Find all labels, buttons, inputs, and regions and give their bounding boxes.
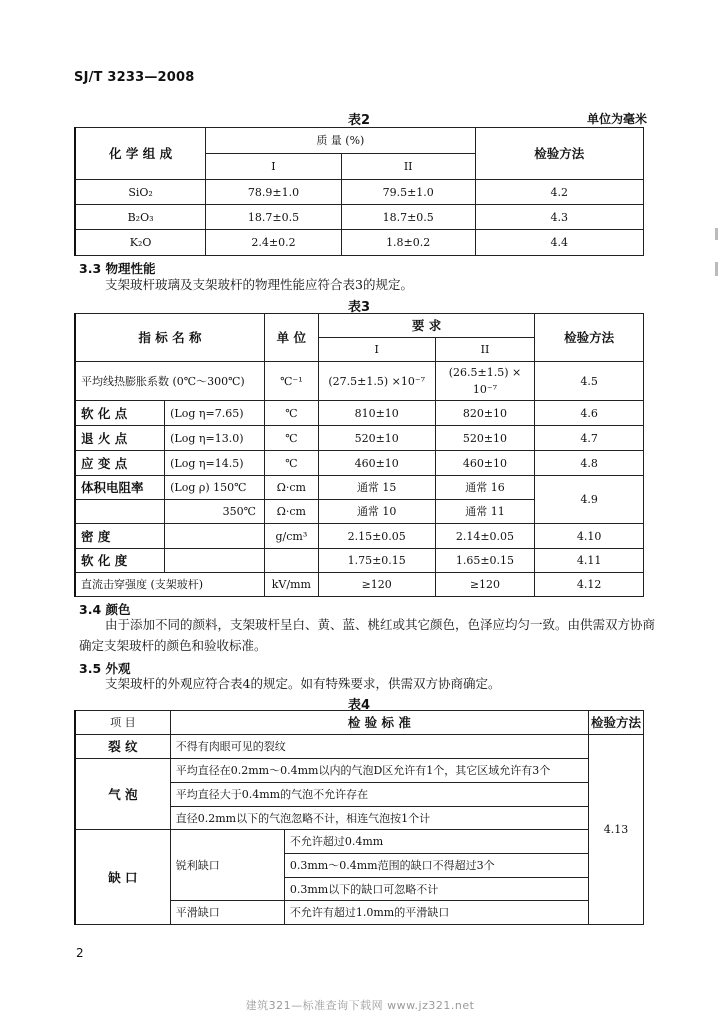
t3-r8-unit (264, 549, 318, 573)
t2-cell-II: 1.8±0.2 (341, 230, 475, 256)
t3-r4-name: 应 变 点 (75, 451, 165, 476)
t3-r4-unit: ℃ (264, 451, 318, 476)
scan-edge-mark (715, 228, 718, 240)
t3-r8-method: 4.11 (535, 549, 644, 573)
section-3-5-heading: 3.5 外观 (79, 661, 131, 676)
t3-r9-I: ≥120 (318, 573, 435, 597)
t3-r2-I: 810±10 (318, 401, 435, 426)
t4-sharp: 锐利缺口 (170, 830, 284, 901)
t3-r3-name: 退 火 点 (75, 426, 165, 451)
t4-sharp-1: 不允许超过0.4mm (284, 830, 588, 854)
t2-h-method: 检验方法 (475, 128, 643, 180)
t4-h-standard: 检 验 标 准 (170, 711, 588, 735)
t3-r3-cond: (Log η=13.0) (165, 426, 265, 451)
t2-cell-II: 79.5±1.0 (341, 180, 475, 205)
t3-r7-name: 密 度 (75, 524, 165, 549)
t3-r9-unit: kV/mm (264, 573, 318, 597)
t3-r3-unit: ℃ (264, 426, 318, 451)
table-row (75, 362, 644, 401)
section-3-4-text: 由于添加不同的颜料，支架玻杆呈白、黄、蓝、桃红或其它颜色，色泽应均匀一致。由供需双方协商确定支架玻杆的颜色和验收标准。 (79, 617, 656, 653)
t4-bubble: 气 泡 (75, 759, 170, 830)
t2-cell-method: 4.3 (475, 205, 643, 230)
t3-r2-cond: (Log η=7.65) (165, 401, 265, 426)
t4-smooth-1: 不允许有超过1.0mm的平滑缺口 (284, 901, 588, 925)
table2-unit-note: 单位为毫米 (587, 112, 648, 126)
table-row (75, 759, 644, 783)
t3-r1-I: (27.5±1.5) ×10⁻⁷ (318, 362, 435, 401)
t3-r6-blank (75, 500, 165, 524)
t3-r5-cond: (Log ρ) 150℃ (165, 476, 265, 500)
t3-r6-II: 通常 11 (435, 500, 535, 524)
table-row (75, 573, 644, 597)
section-3-4-heading: 3.4 颜色 (79, 602, 131, 617)
table-row (75, 205, 644, 230)
t4-sharp-3: 0.3mm以下的缺口可忽略不计 (284, 878, 588, 901)
t4-h-method: 检验方法 (588, 711, 643, 735)
t4-h-item: 项 目 (75, 711, 170, 735)
page-number: 2 (76, 946, 84, 960)
table-row (75, 476, 644, 500)
t3-r4-method: 4.8 (535, 451, 644, 476)
t2-h-mass: 质 量 (%) (206, 128, 475, 154)
table3-caption: 表3 (348, 300, 371, 315)
table-row (75, 401, 644, 426)
table4 (74, 710, 644, 925)
t3-r6-unit: Ω·cm (264, 500, 318, 524)
t2-cell-II: 18.7±0.5 (341, 205, 475, 230)
table-row (75, 230, 644, 256)
t3-r5-II: 通常 16 (435, 476, 535, 500)
t3-r2-II: 820±10 (435, 401, 535, 426)
t3-r8-I: 1.75±0.15 (318, 549, 435, 573)
t3-r5-method: 4.9 (535, 476, 644, 524)
t3-r3-II: 520±10 (435, 426, 535, 451)
t3-r1-II-line2: 10⁻⁷ (472, 383, 498, 396)
t3-r1-II (435, 362, 535, 401)
table-row (75, 451, 644, 476)
section-3-3-heading: 3.3 物理性能 (79, 261, 156, 276)
section-3-5-text: 支架玻杆的外观应符合表4的规定。如有特殊要求，供需双方协商确定。 (105, 676, 501, 691)
t2-cell-method: 4.2 (475, 180, 643, 205)
table-row (75, 524, 644, 549)
table2 (74, 127, 644, 256)
t3-h-method: 检验方法 (535, 314, 644, 362)
t4-sharp-2: 0.3mm～0.4mm范围的缺口不得超过3个 (284, 854, 588, 878)
t3-r6-cond: 350℃ (165, 500, 265, 524)
table-row (75, 180, 644, 205)
table3 (74, 313, 644, 597)
t3-r9-II: ≥120 (435, 573, 535, 597)
t4-notch: 缺 口 (75, 830, 170, 925)
t2-cell-name: SiO₂ (75, 180, 206, 205)
table4-caption: 表4 (348, 698, 371, 713)
table-row (75, 549, 644, 573)
t4-method: 4.13 (588, 735, 643, 925)
t2-cell-I: 18.7±0.5 (206, 205, 342, 230)
t2-cell-I: 78.9±1.0 (206, 180, 342, 205)
t2-cell-name: B₂O₃ (75, 205, 206, 230)
t3-h-index: 指 标 名 称 (75, 314, 264, 362)
t3-r8-name: 软 化 度 (75, 549, 165, 573)
table-row (75, 830, 644, 854)
scan-edge-mark (715, 262, 718, 276)
table2-caption: 表2 (348, 113, 371, 128)
t3-h-grade-I: I (318, 338, 435, 362)
t3-r1-name: 平均线热膨胀系数 (0℃～300℃) (75, 362, 264, 401)
footer-watermark: 建筑321—标准查询下载网 www.jz321.net (245, 999, 475, 1012)
t3-r3-I: 520±10 (318, 426, 435, 451)
t3-r2-name: 软 化 点 (75, 401, 165, 426)
table-row (75, 735, 644, 759)
t3-r6-I: 通常 10 (318, 500, 435, 524)
t3-r3-method: 4.7 (535, 426, 644, 451)
t3-r7-cond (165, 524, 265, 549)
t3-r4-cond: (Log η=14.5) (165, 451, 265, 476)
t2-h-grade-I: I (206, 154, 342, 180)
t2-h-grade-II: II (341, 154, 475, 180)
t3-r8-cond (165, 549, 265, 573)
t3-r7-unit: g/cm³ (264, 524, 318, 549)
t2-cell-method: 4.4 (475, 230, 643, 256)
t3-r7-II: 2.14±0.05 (435, 524, 535, 549)
t4-crack-std: 不得有肉眼可见的裂纹 (170, 735, 588, 759)
table-row (75, 426, 644, 451)
t3-r9-method: 4.12 (535, 573, 644, 597)
t3-h-grade-II: II (435, 338, 535, 362)
t3-r1-unit: ℃⁻¹ (264, 362, 318, 401)
t3-r4-II: 460±10 (435, 451, 535, 476)
section-3-3-text: 支架玻杆玻璃及支架玻杆的物理性能应符合表3的规定。 (105, 277, 413, 292)
t3-r7-method: 4.10 (535, 524, 644, 549)
t3-r2-unit: ℃ (264, 401, 318, 426)
standard-code: SJ/T 3233—2008 (74, 70, 195, 85)
t3-r4-I: 460±10 (318, 451, 435, 476)
t4-bubble-3: 直径0.2mm以下的气泡忽略不计，相连气泡按1个计 (170, 807, 588, 830)
t3-r2-method: 4.6 (535, 401, 644, 426)
t3-r7-I: 2.15±0.05 (318, 524, 435, 549)
t3-r5-I: 通常 15 (318, 476, 435, 500)
t2-cell-name: K₂O (75, 230, 206, 256)
t4-smooth: 平滑缺口 (170, 901, 284, 925)
t3-r5-unit: Ω·cm (264, 476, 318, 500)
t3-h-unit: 单 位 (264, 314, 318, 362)
t2-cell-I: 2.4±0.2 (206, 230, 342, 256)
t3-r8-II: 1.65±0.15 (435, 549, 535, 573)
t3-r1-II-line1: (26.5±1.5) × (448, 366, 522, 379)
t2-h-composition: 化 学 组 成 (75, 128, 206, 180)
t3-r9-name: 直流击穿强度 (支架玻杆) (75, 573, 264, 597)
t4-crack: 裂 纹 (75, 735, 170, 759)
t3-r5-name: 体积电阻率 (75, 476, 165, 500)
t4-bubble-1: 平均直径在0.2mm～0.4mm以内的气泡D区允许有1个，其它区域允许有3个 (170, 759, 588, 783)
t3-r1-method: 4.5 (535, 362, 644, 401)
t4-bubble-2: 平均直径大于0.4mm的气泡不允许存在 (170, 783, 588, 807)
t3-h-requirement: 要 求 (318, 314, 535, 338)
